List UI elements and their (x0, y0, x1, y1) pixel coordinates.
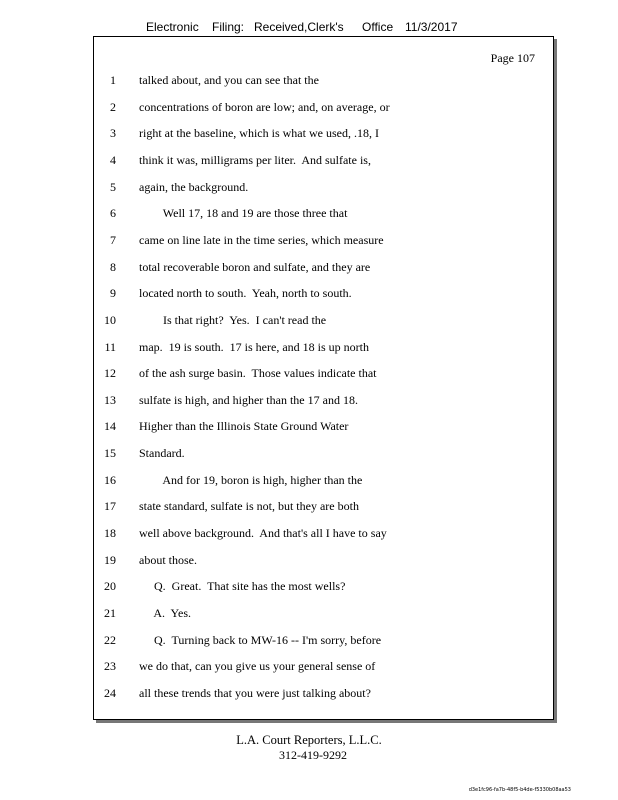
transcript-line (94, 286, 553, 302)
transcript-line (94, 366, 553, 382)
transcript-line (94, 526, 553, 542)
transcript-line (94, 419, 553, 435)
line-text: Well 17, 18 and 19 are those three that (139, 206, 348, 221)
filing-date: 11/3/2017 (405, 20, 458, 34)
line-number: 11 (104, 339, 116, 354)
line-text: Q. Great. That site has the most wells? (139, 579, 346, 594)
transcript-line (94, 340, 553, 356)
transcript-line (94, 233, 553, 249)
line-number: 14 (104, 419, 116, 434)
line-number: 3 (110, 126, 116, 141)
line-number: 16 (104, 472, 116, 487)
line-number: 10 (104, 312, 116, 327)
line-text: sulfate is high, and higher than the 17 and 18. (139, 392, 358, 407)
court-reporter-name: L.A. Court Reporters, L.L.C. (236, 733, 382, 747)
line-text: well above background. And that's all I have to say (139, 526, 387, 541)
filing-word-filing: Filing: (212, 20, 245, 34)
transcript-line (94, 606, 553, 622)
line-text: concentrations of boron are low; and, on average, or (139, 99, 390, 114)
line-text: of the ash surge basin. Those values indicate that (139, 366, 377, 381)
transcript-line (94, 73, 553, 89)
line-number: 15 (104, 446, 116, 461)
line-number: 13 (104, 392, 116, 407)
transcript-line (94, 206, 553, 222)
line-number: 6 (110, 206, 116, 221)
transcript-line (94, 180, 553, 196)
line-text: total recoverable boron and sulfate, and they are (139, 259, 371, 274)
line-text: about those. (139, 552, 197, 567)
transcript-line (94, 446, 553, 462)
line-text: A. Yes. (139, 606, 192, 620)
line-text: again, the background. (139, 179, 249, 194)
line-text: talked about, and you can see that the (139, 73, 319, 87)
transcript-line (94, 473, 553, 489)
transcript-line (94, 126, 553, 142)
line-text: Q. Turning back to MW-16 -- I'm sorry, before (139, 632, 382, 647)
transcript-page (93, 36, 554, 720)
transcript-line (94, 686, 553, 702)
line-text: came on line late in the time series, which measure (139, 232, 384, 247)
transcript-line (94, 153, 553, 169)
line-number: 21 (104, 606, 116, 620)
line-number: 20 (104, 579, 116, 594)
line-number: 1 (110, 73, 116, 87)
line-text: think it was, milligrams per liter. And sulfate is, (139, 152, 371, 167)
line-number: 4 (110, 152, 116, 167)
transcript-line (94, 659, 553, 675)
line-number: 22 (104, 632, 116, 647)
line-number: 8 (110, 259, 116, 274)
transcript-line (94, 579, 553, 595)
line-number: 2 (110, 99, 116, 114)
document-id: d3e1fc96-fa7b-48f5-b4de-f5330b08aa53 (468, 787, 571, 793)
line-number: 19 (104, 552, 116, 567)
line-text: located north to south. Yeah, north to south. (139, 286, 352, 301)
court-reporter-phone: 312-419-9292 (279, 748, 347, 762)
line-number: 9 (110, 286, 116, 301)
line-text: And for 19, boron is high, higher than the (139, 472, 363, 487)
line-text: map. 19 is south. 17 is here, and 18 is up north (139, 339, 369, 354)
transcript-line (94, 393, 553, 409)
line-text: we do that, can you give us your general sense of (139, 659, 376, 674)
transcript-line (94, 100, 553, 116)
line-text: Is that right? Yes. I can't read the (139, 312, 327, 327)
transcript-line (94, 260, 553, 276)
line-number: 12 (104, 366, 116, 381)
line-text: all these trends that you were just talking about? (139, 685, 371, 700)
line-number: 17 (104, 499, 116, 514)
filing-word-electronic: Electronic (146, 20, 199, 34)
line-number: 7 (110, 232, 116, 247)
line-number: 23 (104, 659, 116, 674)
line-text: Standard. (139, 446, 185, 461)
transcript-line (94, 633, 553, 649)
line-number: 5 (110, 179, 116, 194)
line-number: 18 (104, 526, 116, 541)
filing-word-office: Office (362, 20, 394, 34)
transcript-line (94, 553, 553, 569)
line-text: state standard, sulfate is not, but they are both (139, 499, 359, 514)
line-text: Higher than the Illinois State Ground Water (139, 419, 349, 434)
line-number: 24 (104, 685, 116, 700)
line-text: right at the baseline, which is what we used, .18, I (139, 126, 379, 141)
filing-word-received: Received,Clerk's (254, 20, 344, 34)
transcript-line (94, 313, 553, 329)
page-number: Page 107 (490, 51, 535, 65)
transcript-line (94, 499, 553, 515)
